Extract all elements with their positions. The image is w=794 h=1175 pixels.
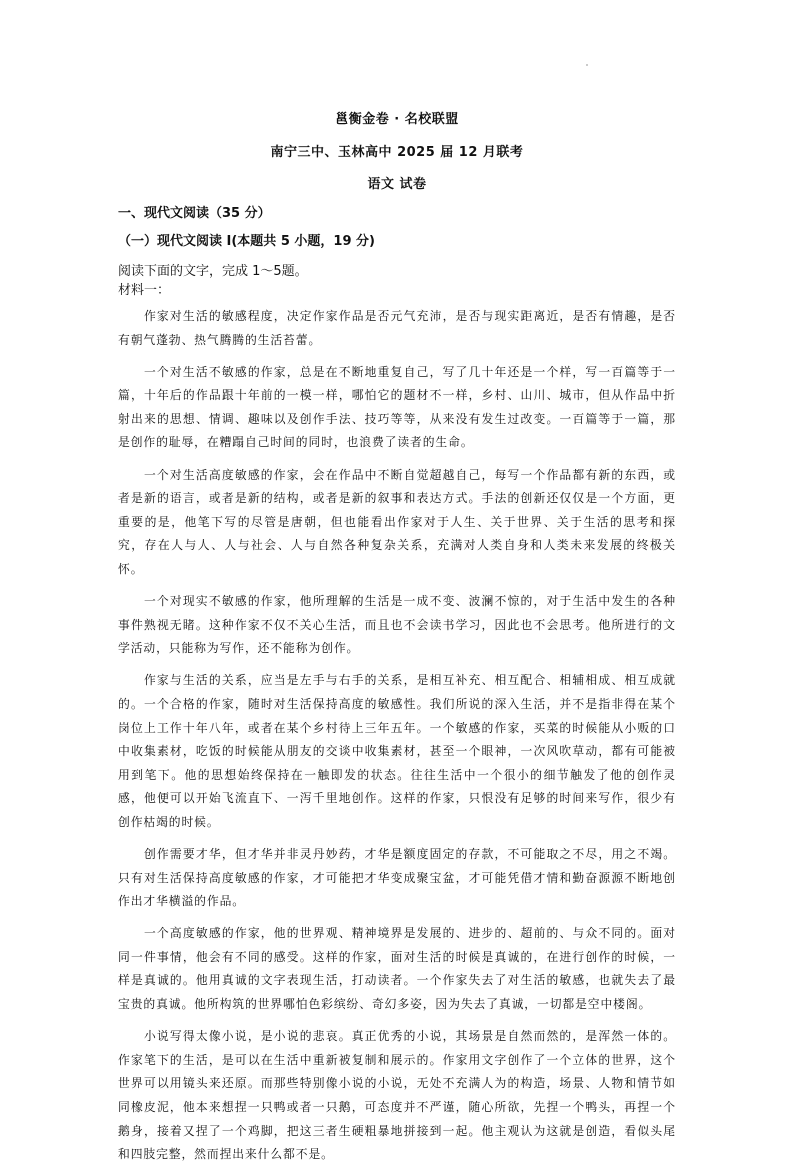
paragraph: 小说写得太像小说，是小说的悲哀。真正优秀的小说，其场景是自然而然的，是浑然一体的。作家笔下的生活，是可以在生活中重新被复制和展示的。作家用文字创作了一个立体的世界，这个世界可以用镜头来还原。而那些特别像小说的小说，无处不充满人为的构造，场景、人物和情节如同橡皮泥，他本来想捏一只鸭或者一只鹅，可态度并不严谨，随心所欲，先捏一个鸭头，再捏一个鹅身，接着又捏了一个鸡脚，把这三者生硬粗暴地拼接到一起。他主观认为这就是创造，看似头尾和四肢完整，然而捏出来什么都不是。: [118, 1029, 676, 1162]
paragraph: 一个对生活高度敏感的作家，会在作品中不断自觉超越自己，每写一个作品都有新的东西，或者是新的语言，或者是新的结构，或者是新的叙事和表达方式。手法的创新还仅仅是一个方面，更重要的是，他笔下写的尽管是唐朝，但也能看出作家对于人生、关于世界、关于生活的思考和探究，存在人与人、人与社会、人与自然各种复杂关系，充满对人类自身和人类未来发展的终极关怀。: [118, 467, 676, 576]
paragraph: 作家对生活的敏感程度，决定作家作品是否元气充沛，是否与现实距离近，是否有情趣，是否有朝气蓬勃、热气腾腾的生活苔蕾。: [118, 309, 676, 347]
subject-title: 语文 试卷: [367, 177, 427, 192]
paragraph: 一个对现实不敏感的作家，他所理解的生活是一成不变、波澜不惊的，对于生活中发生的各种事件熟视无睹。这种作家不仅不关心生活，而且也不会读书学习，因此也不会思考。他所进行的文学活动，只能称为写作，还不能称为创作。: [118, 594, 676, 656]
material-body: [118, 305, 676, 1175]
exam-name-title: 南宁三中、玉林高中 2025 届 12 月联考: [270, 145, 524, 160]
paragraph: 一个对生活不敏感的作家，总是在不断地重复自己，写了几十年还是一个样，写一百篇等于一篇，十年后的作品跟十年前的一模一样，哪怕它的题材不一样，乡村、山川、城市，但从作品中折射出来的思想、情调、趣味以及创作手法、技巧等等，从来没有发生过改变。一百篇等于一篇，那是创作的耻辱，在糟蹋自己时间的同时，也浪费了读者的生命。: [118, 364, 676, 450]
paragraph: 一个高度敏感的作家，他的世界观、精神境界是发展的、进步的、超前的、与众不同的。面对同一件事情，他会有不同的感受。这样的作家，面对生活的时候是真诚的，在进行创作的时候，一样是真诚的。他用真诚的文字表现生活，打动读者。一个作家失去了对生活的敏感，也就失去了最宝贵的真诚。他所构筑的世界哪怕色彩缤纷、奇幻多姿，因为失去了真诚，一切都是空中楼阁。: [118, 926, 676, 1012]
section-heading: 一、现代文阅读（35 分）: [118, 206, 271, 221]
paragraph: 作家与生活的关系，应当是左手与右手的关系，是相互补充、相互配合、相辅相成、相互成就的。一个合格的作家，随时对生活保持高度的敏感性。我们所说的深入生活，并不是指非得在某个岗位上工作十年八年，或者在某个乡村待上三年五年。一个敏感的作家，买菜的时候能从小贩的口中收集素材，吃饭的时候能从朋友的交谈中收集素材，甚至一个眼神，一次风吹草动，都有可能被用到笔下。他的思想始终保持在一触即发的状态。往往生活中一个很小的细节触发了他的创作灵感，他便可以开始飞流直下、一泻千里地创作。这样的作家，只恨没有足够的时间来写作，很少有创作枯竭的时候。: [118, 673, 676, 829]
paragraph: 创作需要才华，但才华并非灵丹妙药，才华是额度固定的存款，不可能取之不尽，用之不竭。只有对生活保持高度敏感的作家，才可能把才华变成聚宝盆，才可能凭借才情和勤奋源源不断地创作出才华横溢的作品。: [118, 846, 676, 909]
subsection-heading: （一）现代文阅读 I(本题共 5 小题，19 分): [118, 234, 375, 249]
scan-speck: [586, 64, 588, 66]
reading-instruction: 阅读下面的文字，完成 1～5题。: [118, 264, 308, 279]
exam-brand-title: 邕衡金卷 · 名校联盟: [335, 112, 459, 127]
material-label: 材料一：: [118, 283, 171, 298]
